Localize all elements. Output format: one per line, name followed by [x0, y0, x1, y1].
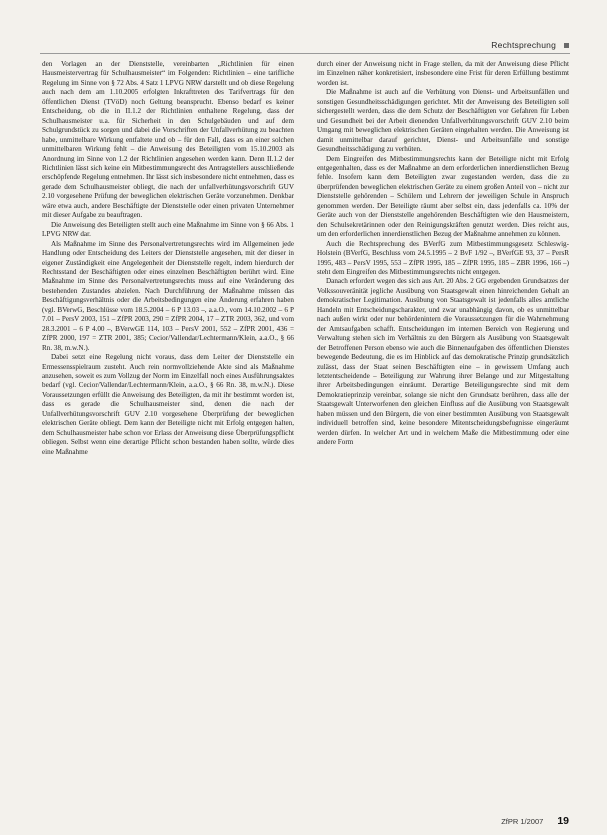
running-head [491, 40, 569, 50]
left-column [42, 60, 294, 820]
header-rule [40, 53, 570, 54]
paragraph: Als Maßnahme im Sinne des Personalvertretungsrechts wird im Allgemeinen jede Handlung oder Entscheidung des Leiters der Dienststelle angesehen, mit der dieser in eigener Zuständigkeit eine Angelegenheit der Dienststelle regelt, indem hierdurch der Rechtsstand der Beschäftigten oder eines einzelnen Beschäftigten berührt wird. Eine Maßnahme im Sinne des Personalvertretungsrechts muss auf eine Veränderung des bestehenden Zustandes abzielen. Nach Durchführung der Maßnahme müssen das Beschäftigungsverhältnis oder die Arbeitsbedingungen eine Änderung erfahren haben (vgl. BVerwG, Beschlüsse vom 18.5.2004 – 6 P 13.03 –, a.a.O., vom 14.10.2002 – 6 P 7.01 – PersV 2003, 151 – ZfPR 2003, 290 = ZfPR 2004, 17 – ZTR 2003, 362, und vom 28.3.2001 – 6 P 4.00 –, BVerwGE 114, 103 – PersV 2001, 552 – ZfPR 2001, 436 = ZfPR 2000, 197 = ZTR 2001, 385; Cecior/Vallendar/Lechtermann/Klein, a.a.O., § 66 Rn. 38, m.w.N.). [42, 239, 294, 352]
page-footer [501, 815, 569, 827]
section-marker-icon [564, 43, 569, 48]
paragraph: Auch die Rechtsprechung des BVerfG zum Mitbestimmungsgesetz Schleswig-Holstein (BVerfG, Beschluss vom 24.5.1995 – 2 BvF 1/92 –, BVerfGE 93, 37 – PersR 1995, 483 – PersV 1995, 553 – ZfPR 1995, 185 – ZfPR 1995, 185 – ZBR 1996, 166 –) steht dem Eingreifen des Mitbestimmungsrechts nicht entgegen. [317, 239, 569, 276]
journal-issue: ZfPR 1/2007 [501, 817, 544, 826]
paragraph: Die Maßnahme ist auch auf die Verhütung von Dienst- und Arbeitsunfällen und sonstigen Gesundheitsschädigungen gerichtet. Mit der Anweisung des Beteiligten soll sichergestellt werden, dass die dem Schutz der Beschäftigten vor Gefahren für Leben und Gesundheit bei der Arbeit dienenden Unfallverhütungsvorschrift GUV 2.10 beim Umgang mit beweglichen elektrischen Geräten eingehalten werden. Die Anweisung ist damit unmittelbar darauf gerichtet, Dienst- und Arbeitsunfälle und sonstige Gesundheitsschädigung zu verhüten. [317, 88, 569, 154]
paragraph: Dem Eingreifen des Mitbestimmungsrechts kann der Beteiligte nicht mit Erfolg entgegenhalten, dass es der Maßnahme an dem erforderlichen innerdienstlichen Bezug fehle. Insofern kann dem Beteiligten zwar zugestanden werden, dass die zu überprüfenden beweglichen elektrischen Geräte zu einem großen Anteil von – nicht zur Dienststelle gehörenden – Schülern und Lehrern der jeweiligen Schule in Anspruch genommen werden. Der Beteiligte räumt aber selbst ein, dass jedenfalls ca. 10% der Geräte auch von der Dienststelle angehörenden Beschäftigten wie den Hausmeistern, den Schulsekretärinnen oder den Reinigungskräften genutzt werden. Dies reicht aus, um den erforderlichen innerdienstlichen Bezug der Maßnahme annehmen zu können. [317, 154, 569, 239]
paragraph: Dabei setzt eine Regelung nicht voraus, dass dem Leiter der Dienststelle ein Ermessensspielraum zusteht. Auch rein normvollziehende Akte sind als Maßnahme anzusehen, soweit es zum Vollzug der Norm im Einzelfall noch eines Ausführungsaktes bedarf (vgl. Cecior/Vallendar/Lechtermann/Klein, a.a.O., § 66 Rn. 38, m.w.N.). Diese Voraussetzungen erfüllt die Anweisung des Beteiligten, da mit ihr bestimmt worden ist, dass es gerade die Schulhausmeister sind, denen die nach der Unfallverhütungsvorschrift GUV 2.10 vorgesehene Überprüfung der beweglichen elektrischen Geräte obliegt. Dem kann der Beteiligte nicht mit Erfolg entgegen halten, dem Schulhausmeister habe schon vor Erlass der Anweisung diese Überprüfungspflicht obliegen. Selbst wenn eine derartige Pflicht schon bestanden haben sollte, würde dies eine Maßnahme [42, 353, 294, 456]
running-title: Rechtsprechung [491, 40, 556, 50]
paragraph: Danach erfordert wegen des sich aus Art. 20 Abs. 2 GG ergebenden Grundsatzes der Volkssouveränität jegliche Ausübung von Staatsgewalt einen hinreichenden Gehalt an demokratischer Legitimation. Ausübung von Staatsgewalt ist jedenfalls alles amtliche Handeln mit Entscheidungscharakter, und zwar unabhängig davon, ob es unmittelbar nach außen wirkt oder nur behördenintern die Voraussetzungen für die Wahrnehmung der Amtsaufgaben schafft. Entscheidungen im internen Bereich von Regierung und Verwaltung stehen sich im Verhältnis zu den Bürgern als Ausübung von Staatsgewalt der Betroffenen Person ebenso wie auch die Binnenaufgaben des öffentlichen Dienstes bewegende Bedeutung, die es im Hinblick auf das demokratische Prinzip grundsätzlich zulässt, dass der Staat seinen Beschäftigten eine – in gewissem Umfang auch letztentscheidende – Beteiligung zur Wahrung ihrer Belange und zur Mitgestaltung ihrer Arbeitsbedingungen einräumt. Derartige Beteiligungsrechte sind mit dem Demokratieprinzip vereinbar, solange sie nicht den Grundsatz berühren, dass alle der Staatsgewalt Unterworfenen den gleichen Einfluss auf die Ausübung von Staatsgewalt haben müssen und den Bürgern, die von einer bestimmten Ausübung von Staatsgewalt individuell betroffen sind, keine besondere Mitentscheidungsbefugnisse eingeräumt werden dürfen. In welcher Art und in welchem Maße die Mitbestimmung oder eine andere Form [317, 277, 569, 447]
right-column [317, 60, 569, 820]
paragraph: durch einer der Anweisung nicht in Frage stellen, da mit der Anweisung diese Pflicht im Einzelnen näher konkretisiert, insbesondere eine Frist für deren Erfüllung bestimmt worden ist. [317, 60, 569, 87]
page-number: 19 [557, 815, 569, 827]
paragraph: den Vorlagen an der Dienststelle, vereinbarten „Richtlinien für einen Hausmeistervertrag für Schulhausmeister“ im Folgenden: Richtlinien – eine tarifliche Regelung im Sinne von § 72 Abs. 4 Satz 1 LPVG NRW darstellt und ob diese Regelung auch nach dem am 1.10.2005 erfolgten Inkrafttreten des Tarifvertrags für den öffentlichen Dienst (TVöD) noch Geltung beansprucht. Ebenso bedarf es keiner Entscheidung, ob die in II.1.2 der Richtlinien enthaltene Regelung, dass der Schulhausmeister u.a. für Sicherheit in den Schulgebäuden und auf dem Schulgrundstück zu sorgen und dabei die Vorschriften der Unfallverhütung zu beachten habe, unmittelbare Wirkung entfaltete und ob – für den Fall, dass es an einer solchen unmittelbaren Wirkung fehlt – die Anweisung des Beteiligten vom 15.10.2003 als Anordnung im Sinne von 1.2 der Richtlinien angesehen werden kann. Denn II.1.2 der Richtlinien lässt sich keine ein Mitbestimmungsrecht des Antragstellers ausschließende erschöpfende Regelung entnehmen. Ihr lässt sich insbesondere nicht entnehmen, dass es gerade dem Schulhausmeister obliegt, die nach der unfallverhütungsvorschrift GUV 2.10 vorgesehene Prüfung der beweglichen elektrischen Geräte vorzunehmen. Denkbar wäre etwa auch, andere Beschäftigte der Dienststelle oder einen privaten Unternehmer mit dieser Aufgabe zu beauftragen. [42, 60, 294, 220]
paragraph: Die Anweisung des Beteiligten stellt auch eine Maßnahme im Sinne von § 66 Abs. 1 LPVG NRW dar. [42, 220, 294, 239]
